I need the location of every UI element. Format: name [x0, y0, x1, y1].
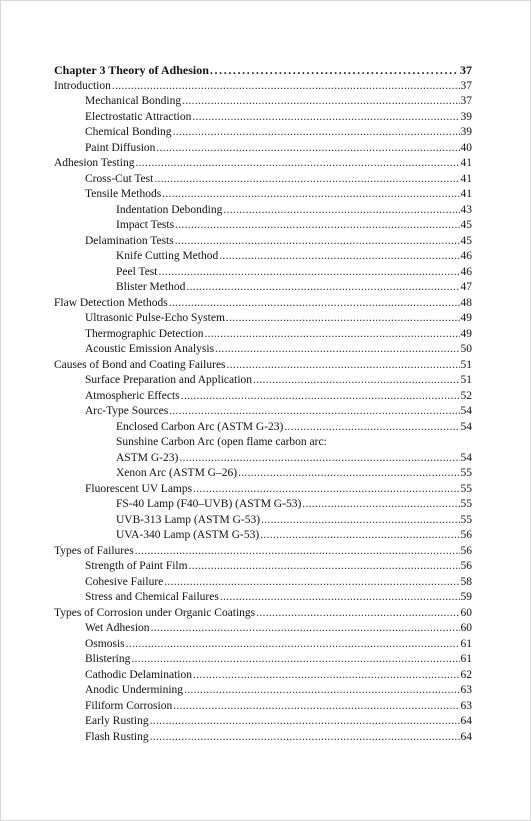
- toc-entry: [54, 311, 472, 327]
- toc-entry-title: Types of Failures: [54, 544, 134, 557]
- toc-entry-title: Fluorescent UV Lamps: [85, 482, 193, 495]
- toc-entry-title: Sunshine Carbon Arc (open flame carbon arc:: [116, 436, 327, 448]
- toc-dot-leader: [162, 187, 459, 203]
- toc-page-number: 41: [460, 172, 472, 185]
- toc-page-number: 64: [460, 715, 472, 727]
- toc-entry-title: Impact Tests: [116, 219, 175, 231]
- toc-chapter-heading: [54, 63, 472, 79]
- toc-page-number: 59: [460, 591, 472, 603]
- toc-page-number: 49: [460, 312, 472, 324]
- toc-entry-title: Introduction: [54, 79, 111, 92]
- toc-dot-leader: [253, 373, 459, 389]
- toc-dot-leader: [189, 559, 460, 575]
- toc-page-number: 56: [460, 544, 472, 557]
- table-of-contents: [54, 63, 472, 745]
- toc-entry: [54, 296, 472, 312]
- toc-dot-leader: [126, 637, 460, 653]
- toc-entry: [54, 79, 472, 95]
- toc-page-number: 50: [460, 343, 472, 355]
- toc-page-number: 37: [460, 95, 472, 107]
- toc-entry: [54, 606, 472, 622]
- toc-page-number: 51: [460, 358, 472, 371]
- toc-dot-leader: [227, 358, 460, 374]
- toc-dot-leader: [179, 451, 459, 467]
- toc-dot-leader: [215, 342, 459, 358]
- toc-entry-title: Atmospheric Effects: [85, 389, 180, 402]
- toc-dot-leader: [302, 497, 459, 513]
- toc-entry-title: Tensile Methods: [85, 188, 162, 200]
- toc-entry-title: Blistering: [85, 653, 131, 665]
- toc-page-number: 60: [460, 622, 472, 634]
- toc-page-number: 56: [460, 529, 472, 541]
- toc-entry: [54, 590, 472, 606]
- toc-entry-title: Indentation Debonding: [116, 203, 223, 216]
- toc-dot-leader: [193, 482, 459, 498]
- toc-dot-leader: [173, 125, 460, 141]
- toc-dot-leader: [219, 249, 459, 265]
- toc-page-number: 41: [460, 188, 472, 200]
- toc-entry-title: Delamination Tests: [85, 234, 174, 247]
- toc-dot-leader: [154, 172, 459, 188]
- toc-entry-title: Chapter 3 Theory of Adhesion: [54, 63, 209, 77]
- toc-page-number: 46: [460, 265, 472, 278]
- toc-page-number: 37: [460, 63, 472, 77]
- toc-entry-title: Peel Test: [116, 265, 158, 278]
- toc-dot-leader: [175, 218, 459, 234]
- toc-entry: [54, 637, 472, 653]
- toc-dot-leader: [204, 327, 459, 343]
- toc-dot-leader: [150, 730, 460, 746]
- toc-entry: [54, 249, 472, 265]
- toc-dot-leader: [220, 590, 460, 606]
- toc-entry: [54, 141, 472, 157]
- toc-entry-title: Causes of Bond and Coating Failures: [54, 358, 226, 371]
- toc-entry: [54, 404, 472, 420]
- toc-page-number: 39: [460, 126, 472, 138]
- toc-entry: [54, 280, 472, 296]
- toc-entry-title: Anodic Undermining: [85, 684, 184, 696]
- toc-page-number: 62: [460, 668, 472, 681]
- toc-dot-leader: [284, 420, 459, 436]
- toc-entry: [54, 156, 472, 172]
- toc-page-number: 40: [460, 141, 472, 154]
- toc-page-number: 41: [460, 157, 472, 169]
- toc-page-number: 63: [460, 699, 472, 712]
- toc-entry-title: Acoustic Emission Analysis: [85, 343, 215, 355]
- toc-dot-leader: [135, 156, 459, 172]
- toc-entry: [54, 497, 472, 513]
- toc-entry: [54, 172, 472, 188]
- toc-entry-title: Enclosed Carbon Arc (ASTM G-23): [116, 420, 284, 433]
- toc-entry-title: Thermographic Detection: [85, 327, 204, 340]
- toc-dot-leader: [112, 79, 460, 95]
- toc-entry: [54, 668, 472, 684]
- toc-dot-leader: [169, 404, 459, 420]
- toc-page-number: 55: [460, 467, 472, 479]
- toc-entry-title: Strength of Paint Film: [85, 560, 188, 572]
- toc-entry: [54, 730, 472, 746]
- toc-entry-title: Knife Cutting Method: [116, 250, 219, 262]
- toc-dot-leader: [192, 110, 459, 126]
- toc-entry: [54, 683, 472, 699]
- toc-page-number: 51: [460, 374, 472, 386]
- toc-entry-title: Paint Diffusion: [85, 141, 156, 154]
- toc-entry-title: Wet Adhesion: [85, 622, 150, 634]
- toc-page-number: 52: [460, 389, 472, 402]
- toc-entry: [54, 420, 472, 436]
- toc-entry-title: Flaw Detection Methods: [54, 296, 168, 309]
- toc-entry: [54, 652, 472, 668]
- toc-dot-leader: [175, 234, 460, 250]
- toc-entry-title: Adhesion Testing: [54, 157, 135, 169]
- toc-page-number: 58: [460, 575, 472, 588]
- toc-entry-title: Surface Preparation and Application: [85, 374, 253, 386]
- toc-dot-leader: [151, 621, 460, 637]
- toc-entry: [54, 482, 472, 498]
- toc-entry: [54, 358, 472, 374]
- toc-entry: [54, 125, 472, 141]
- toc-dot-leader: [131, 652, 459, 668]
- toc-dot-leader: [210, 63, 459, 79]
- toc-page-number: 55: [460, 498, 472, 510]
- toc-entry-title: Ultrasonic Pulse-Echo System: [85, 312, 225, 324]
- toc-entry: [54, 699, 472, 715]
- toc-page-number: 45: [460, 234, 472, 247]
- toc-page-number: 55: [460, 482, 472, 495]
- toc-entry-title: Arc-Type Sources: [85, 405, 169, 417]
- toc-entry-title: Xenon Arc (ASTM G–26): [116, 467, 238, 479]
- toc-page-number: 37: [460, 79, 472, 92]
- toc-entry-title: Filiform Corrosion: [85, 699, 173, 712]
- toc-entry: [54, 389, 472, 405]
- toc-entry: [54, 544, 472, 560]
- toc-entry: [54, 528, 472, 544]
- toc-entry: [54, 94, 472, 110]
- toc-page-number: 54: [460, 420, 472, 433]
- toc-entry: [54, 342, 472, 358]
- toc-entry-title: Cross-Cut Test: [85, 172, 154, 185]
- toc-dot-leader: [261, 513, 459, 529]
- toc-dot-leader: [182, 94, 459, 110]
- toc-entry-title: Chemical Bonding: [85, 126, 172, 138]
- toc-page-number: 54: [460, 405, 472, 417]
- toc-entry-title: Stress and Chemical Failures: [85, 591, 219, 603]
- toc-dot-leader: [223, 203, 459, 219]
- toc-dot-leader: [164, 575, 459, 591]
- toc-dot-leader: [256, 606, 459, 622]
- toc-entry: [54, 203, 472, 219]
- toc-entry: [54, 187, 472, 203]
- toc-entry-title: UVA-340 Lamp (ASTM G-53): [116, 529, 260, 541]
- toc-entry-title: Mechanical Bonding: [85, 95, 182, 107]
- toc-page-number: 49: [460, 327, 472, 340]
- toc-entry-title: Flash Rusting: [85, 730, 149, 743]
- toc-page-number: 61: [460, 653, 472, 665]
- toc-entry-title: ASTM G-23): [116, 451, 179, 464]
- toc-page-number: 64: [460, 730, 472, 743]
- toc-dot-leader: [193, 668, 460, 684]
- toc-entry: [54, 621, 472, 637]
- toc-dot-leader: [181, 389, 460, 405]
- toc-dot-leader: [184, 683, 459, 699]
- toc-page-number: 56: [460, 560, 472, 572]
- toc-entry: [54, 110, 472, 126]
- toc-entry: [54, 575, 472, 591]
- toc-page-number: 60: [460, 606, 472, 619]
- toc-page-number: 63: [460, 684, 472, 696]
- toc-page-number: 47: [460, 281, 472, 293]
- toc-entry: [54, 218, 472, 234]
- toc-entry-title: Cohesive Failure: [85, 575, 164, 588]
- toc-entry-title: Electrostatic Attraction: [85, 110, 192, 123]
- toc-entry-title: Cathodic Delamination: [85, 668, 192, 681]
- toc-dot-leader: [226, 311, 460, 327]
- toc-dot-leader: [238, 466, 459, 482]
- toc-page-number: 45: [460, 219, 472, 231]
- toc-entry-title: Types of Corrosion under Organic Coatings: [54, 606, 256, 619]
- toc-page-number: 61: [460, 637, 472, 650]
- toc-page-number: 39: [460, 110, 472, 123]
- toc-dot-leader: [135, 544, 460, 560]
- toc-dot-leader: [173, 699, 459, 715]
- toc-dot-leader: [156, 141, 459, 157]
- toc-entry-title: Blister Method: [116, 281, 186, 293]
- toc-entry: [54, 327, 472, 343]
- toc-page-number: 46: [460, 250, 472, 262]
- toc-entry: [54, 466, 472, 482]
- toc-dot-leader: [260, 528, 459, 544]
- toc-entry: [54, 265, 472, 281]
- toc-page-number: 55: [460, 513, 472, 526]
- toc-entry: [54, 559, 472, 575]
- toc-entry: [54, 451, 472, 467]
- toc-dot-leader: [150, 714, 460, 730]
- toc-entry-title: UVB-313 Lamp (ASTM G-53): [116, 513, 261, 526]
- toc-page-number: 54: [460, 451, 472, 464]
- toc-entry-title: FS-40 Lamp (F40–UVB) (ASTM G-53): [116, 498, 302, 510]
- toc-dot-leader: [169, 296, 460, 312]
- toc-dot-leader: [158, 265, 459, 281]
- toc-entry-title: Osmosis: [85, 637, 125, 650]
- toc-page-number: 43: [460, 203, 472, 216]
- toc-page-number: 48: [460, 296, 472, 309]
- toc-entry: [54, 513, 472, 529]
- toc-entry: [54, 373, 472, 389]
- toc-dot-leader: [186, 280, 459, 296]
- toc-entry: [54, 435, 472, 451]
- toc-entry-title: Early Rusting: [85, 715, 149, 727]
- toc-entry: [54, 234, 472, 250]
- toc-entry: [54, 714, 472, 730]
